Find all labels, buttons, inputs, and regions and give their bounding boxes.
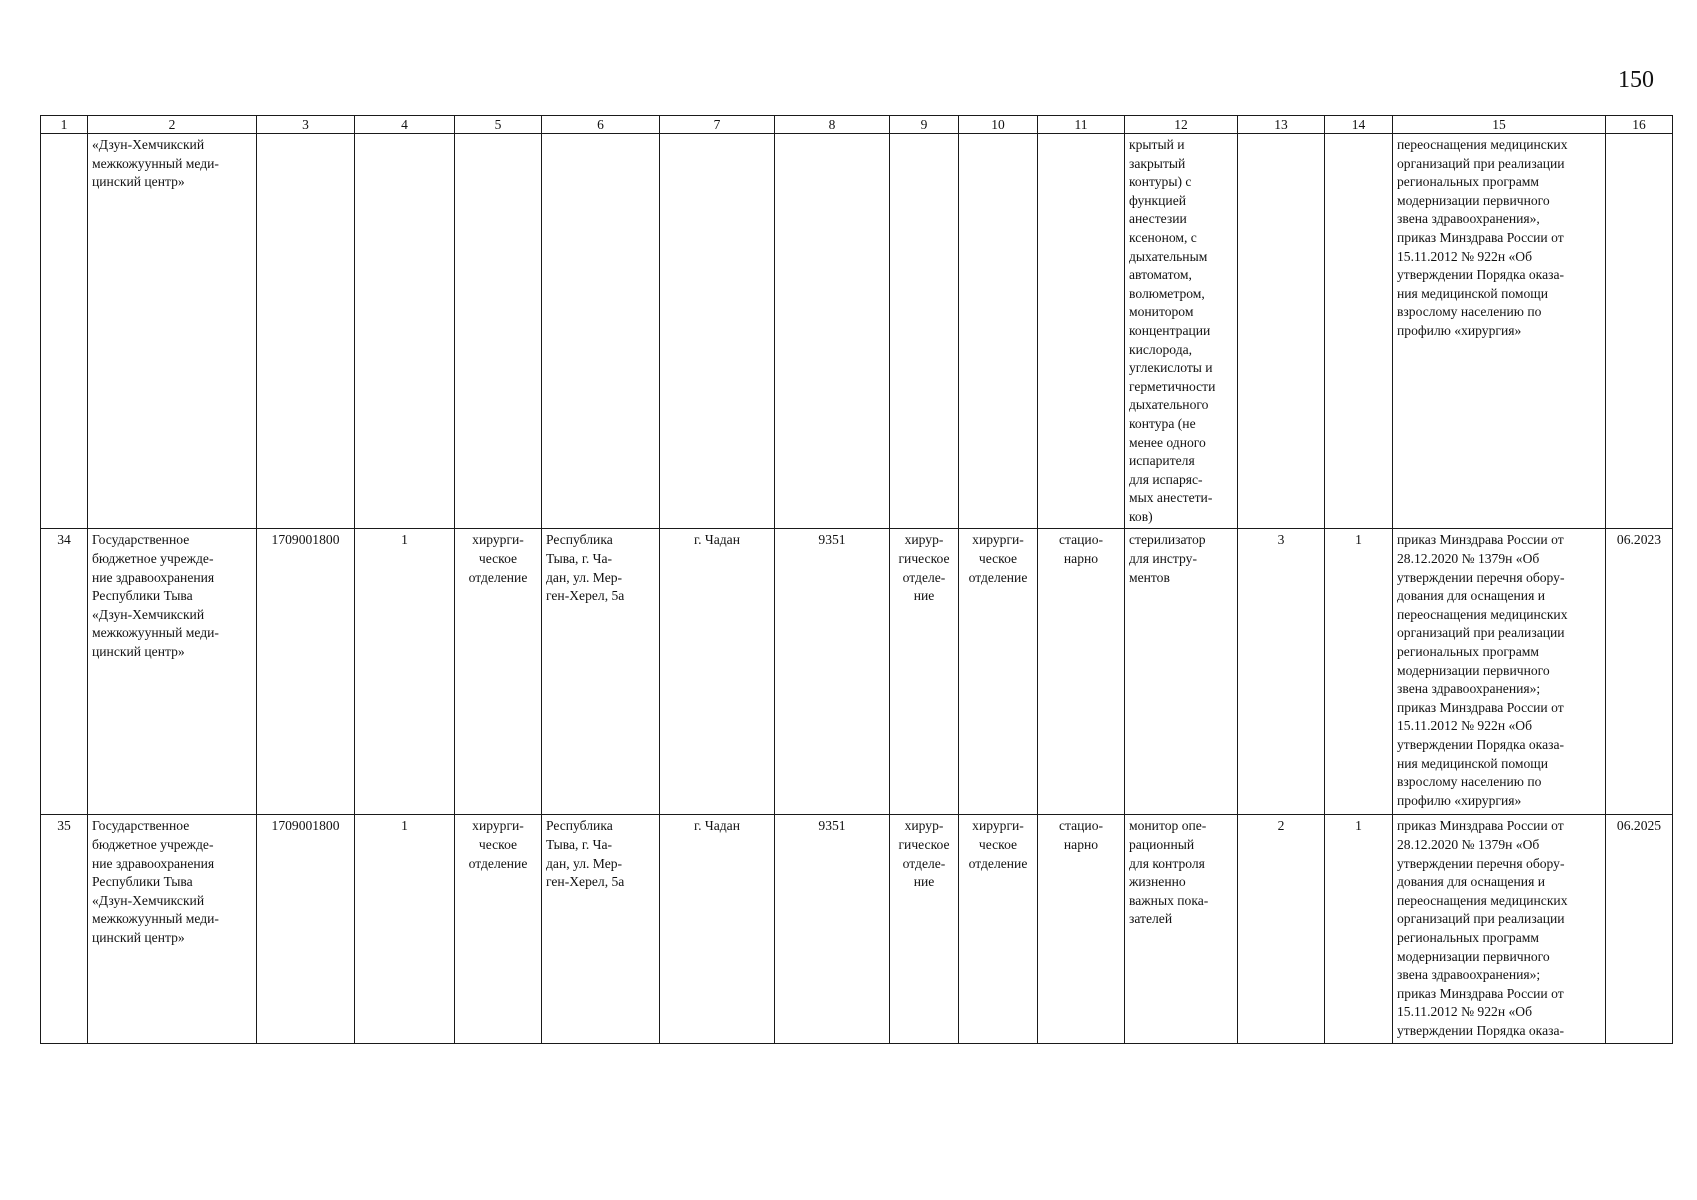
cell-col-8: 9351 bbox=[775, 529, 890, 815]
cell-col-13: 3 bbox=[1238, 529, 1325, 815]
col-num-6: 6 bbox=[542, 116, 660, 134]
equipment-name: монитор опе- рационный для контроля жизненно важных пока- зателей bbox=[1125, 815, 1238, 1043]
cell-col-5 bbox=[455, 134, 542, 529]
cell-col-11: стацио- нарно bbox=[1038, 529, 1125, 815]
cell-col-6: Республика Тыва, г. Ча- дан, ул. Мер- ген-Херел, 5а bbox=[542, 529, 660, 815]
row-number: 35 bbox=[41, 815, 88, 1043]
row-number bbox=[41, 134, 88, 529]
equipment-name: крытый и закрытый контуры) с функцией анестезии ксеноном, с дыхательным автоматом, волюметром, монитором концентрации кислорода, углекислоты и герметичности дыхательного контура (не менее одного испарителя для испаряс- мых анестети- ков) bbox=[1125, 134, 1238, 529]
col-num-11: 11 bbox=[1038, 116, 1125, 134]
col-num-2: 2 bbox=[88, 116, 257, 134]
cell-col-3: 1709001800 bbox=[257, 815, 355, 1043]
cell-col-13: 2 bbox=[1238, 815, 1325, 1043]
cell-col-4: 1 bbox=[355, 529, 455, 815]
column-number-row bbox=[41, 116, 1673, 134]
cell-col-6: Республика Тыва, г. Ча- дан, ул. Мер- ген-Херел, 5а bbox=[542, 815, 660, 1043]
equipment-name: стерилизатор для инстру- ментов bbox=[1125, 529, 1238, 815]
cell-col-7 bbox=[660, 134, 775, 529]
regulation-text: приказ Минздрава России от 28.12.2020 № 1379н «Об утверждении перечня обору- дования для оснащения и переоснащения медицинских организаций при реализации региональных программ модернизации первичного звена здравоохранения»; приказ Минздрава России от 15.11.2012 № 922н «Об утверждении Порядка оказа- bbox=[1393, 815, 1606, 1043]
cell-col-13 bbox=[1238, 134, 1325, 529]
col-num-8: 8 bbox=[775, 116, 890, 134]
regulation-text: переоснащения медицинских организаций при реализации региональных программ модернизации первичного звена здравоохранения», приказ Минздрава России от 15.11.2012 № 922н «Об утверждении Порядка оказа- ния медицинской помощи взрослому населению по профилю «хирургия» bbox=[1393, 134, 1606, 529]
cell-col-4: 1 bbox=[355, 815, 455, 1043]
col-num-15: 15 bbox=[1393, 116, 1606, 134]
cell-col-10: хирурги- ческое отделение bbox=[959, 815, 1038, 1043]
col-num-9: 9 bbox=[890, 116, 959, 134]
date-cell bbox=[1606, 134, 1673, 529]
cell-col-9: хирур- гическое отделе- ние bbox=[890, 815, 959, 1043]
cell-col-9: хирур- гическое отделе- ние bbox=[890, 529, 959, 815]
table-row bbox=[41, 529, 1673, 815]
col-num-14: 14 bbox=[1325, 116, 1393, 134]
cell-col-9 bbox=[890, 134, 959, 529]
cell-col-11: стацио- нарно bbox=[1038, 815, 1125, 1043]
col-num-3: 3 bbox=[257, 116, 355, 134]
cell-col-11 bbox=[1038, 134, 1125, 529]
organization-name: «Дзун-Хемчикский межкожуунный меди- цинский центр» bbox=[88, 134, 257, 529]
date-cell: 06.2023 bbox=[1606, 529, 1673, 815]
organization-name: Государственное бюджетное учрежде- ние здравоохранения Республики Тыва «Дзун-Хемчикский межкожуунный меди- цинский центр» bbox=[88, 815, 257, 1043]
cell-col-10: хирурги- ческое отделение bbox=[959, 529, 1038, 815]
col-num-7: 7 bbox=[660, 116, 775, 134]
cell-col-5: хирурги- ческое отделение bbox=[455, 529, 542, 815]
equipment-table bbox=[40, 115, 1673, 1044]
cell-col-8: 9351 bbox=[775, 815, 890, 1043]
table-row bbox=[41, 815, 1673, 1043]
cell-col-6 bbox=[542, 134, 660, 529]
cell-col-10 bbox=[959, 134, 1038, 529]
cell-col-3: 1709001800 bbox=[257, 529, 355, 815]
page-number: 150 bbox=[1618, 67, 1654, 93]
cell-col-8 bbox=[775, 134, 890, 529]
col-num-13: 13 bbox=[1238, 116, 1325, 134]
col-num-16: 16 bbox=[1606, 116, 1673, 134]
cell-col-14: 1 bbox=[1325, 815, 1393, 1043]
cell-col-14: 1 bbox=[1325, 529, 1393, 815]
row-number: 34 bbox=[41, 529, 88, 815]
cell-col-7: г. Чадан bbox=[660, 529, 775, 815]
cell-col-3 bbox=[257, 134, 355, 529]
cell-col-5: хирурги- ческое отделение bbox=[455, 815, 542, 1043]
cell-col-14 bbox=[1325, 134, 1393, 529]
table-row bbox=[41, 134, 1673, 529]
col-num-5: 5 bbox=[455, 116, 542, 134]
col-num-12: 12 bbox=[1125, 116, 1238, 134]
col-num-1: 1 bbox=[41, 116, 88, 134]
cell-col-4 bbox=[355, 134, 455, 529]
col-num-4: 4 bbox=[355, 116, 455, 134]
date-cell: 06.2025 bbox=[1606, 815, 1673, 1043]
organization-name: Государственное бюджетное учрежде- ние здравоохранения Республики Тыва «Дзун-Хемчикский межкожуунный меди- цинский центр» bbox=[88, 529, 257, 815]
col-num-10: 10 bbox=[959, 116, 1038, 134]
cell-col-7: г. Чадан bbox=[660, 815, 775, 1043]
regulation-text: приказ Минздрава России от 28.12.2020 № 1379н «Об утверждении перечня обору- дования для оснащения и переоснащения медицинских организаций при реализации региональных программ модернизации первичного звена здравоохранения»; приказ Минздрава России от 15.11.2012 № 922н «Об утверждении Порядка оказа- ния медицинской помощи взрослому населению по профилю «хирургия» bbox=[1393, 529, 1606, 815]
